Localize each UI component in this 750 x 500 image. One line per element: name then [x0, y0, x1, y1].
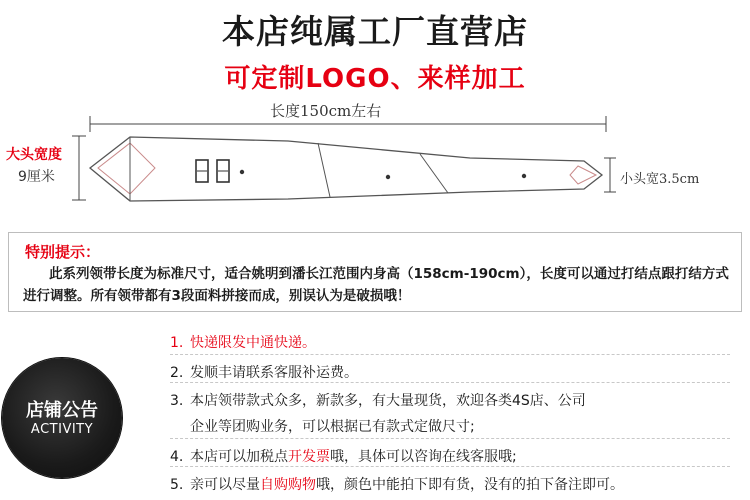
page-title: 本店纯属工厂直营店 — [222, 12, 528, 51]
length-label: 长度150cm左右 — [270, 102, 382, 120]
list-item — [170, 446, 517, 466]
list-item-text: 亲可以尽量 — [190, 477, 260, 493]
list-item-text: 本店领带款式众多，新款多，有大量现货，欢迎各类4S店、公司 — [190, 393, 586, 409]
narrow-end-label: 小头宽3.5cm — [620, 172, 700, 187]
wide-end-value: 9厘米 — [18, 169, 55, 185]
tie-outline — [90, 137, 602, 201]
tie-dot-1 — [240, 170, 244, 174]
list-item-highlight: 开发票 — [288, 449, 330, 465]
list-item-number: 3. — [170, 393, 184, 409]
notice-text: 此系列领带长度为标准尺寸，适合姚明到潘长江范围内身高（158cm-190cm），长度可以通过打结点跟打结方式进行调整。所有领带都有3段面料拼接而成，别误认为是破损哦！ — [23, 266, 729, 304]
list-item — [170, 390, 586, 410]
list-item — [170, 416, 475, 436]
list-item-highlight: 快递限发中通快递 — [190, 335, 302, 351]
list-item-number: 1. — [170, 335, 184, 351]
badge-subtitle: ACTIVITY — [30, 422, 94, 437]
tie-dot-3 — [522, 174, 526, 178]
list-item — [170, 332, 316, 352]
announcement-badge — [2, 358, 122, 478]
divider — [170, 354, 730, 355]
tie-dot-2 — [386, 175, 390, 179]
list-item — [170, 362, 358, 382]
list-item-text: 企业等团购业务，可以根据已有款式定做尺寸; — [190, 419, 475, 435]
list-item-text: 。 — [344, 365, 358, 381]
list-item-text: 哦，具体可以咨询在线客服哦; — [330, 449, 517, 465]
divider — [170, 382, 730, 383]
list-item-text: 。 — [302, 335, 316, 351]
page-subtitle: 可定制LOGO、来样加工 — [224, 64, 526, 94]
list-item-text: 本店可以加税点 — [190, 449, 288, 465]
wide-end-label: 大头宽度 — [6, 147, 62, 163]
list-item-highlight: 自购购物 — [260, 477, 316, 493]
list-item-number: 2. — [170, 365, 184, 381]
list-item — [170, 474, 624, 494]
list-item-text: 发顺丰请联系客服补运费 — [190, 365, 344, 381]
divider — [170, 466, 730, 467]
divider — [170, 438, 730, 439]
list-item-number: 4. — [170, 449, 184, 465]
list-item-text: 哦，颜色中能拍下即有货，没有的拍下备注即可。 — [316, 477, 624, 493]
badge-title: 店铺公告 — [26, 400, 98, 421]
notice-title: 特别提示： — [25, 243, 101, 261]
list-item-number: 5. — [170, 477, 184, 493]
notice-box — [8, 232, 742, 312]
